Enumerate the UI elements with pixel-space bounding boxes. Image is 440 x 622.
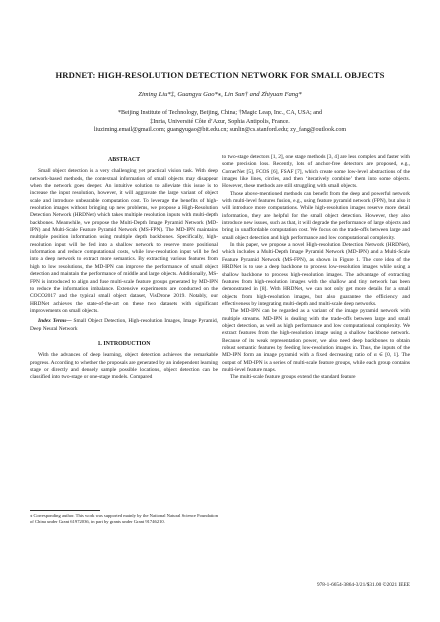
index-terms-label: Index Terms— bbox=[38, 318, 72, 325]
introduction-heading: 1. INTRODUCTION bbox=[97, 340, 151, 347]
paper-title: HRDNET: HIGH-RESOLUTION DETECTION NETWORK FOR SMALL OBJECTS bbox=[55, 70, 385, 80]
intro-paragraph-3: Those above-mentioned methods can benefit from the deep and powerful network with multi-level features fusion, e.g., using feature pyramid network (FPN), but also it will introduce more computations. While high-resolution images reserve more detail information, they are helpful for the small object detection. However, they also introduce new issues, such as that, it will degrade the performance of large objects and bring in unaffordable computation cost. We focus on the trade-offs between large and small object detection and high performance and low computational complexity. bbox=[222, 190, 410, 241]
right-column bbox=[222, 154, 410, 382]
affiliation-line-2: ‡Inria, Université Côte d’Azur, Sophia Antipolis, France. bbox=[150, 118, 290, 125]
abstract-heading: ABSTRACT bbox=[107, 157, 141, 163]
intro-paragraph-1: With the advances of deep learning, object detection achieves the remarkable progress. According to whether the proposals are generated by an independent learning stage or directly and densely sample possible locations, object detection can be classified into two-stage or one-stage models. Compared bbox=[30, 352, 218, 381]
intro-paragraph-2: to two-stage detectors [1, 2], one stage methods [3, 4] are less complex and faster with some precision loss. Recently, lots of anchor-free detectors are proposed, e.g., CornerNet [5], FCOS [6], FSAF [7], which create some low-level abstractions of the images like lines, circles, and then ‘iteratively combine’ them into some objects. However, these methods are still struggling with small objects. bbox=[222, 154, 410, 190]
copyright-notice: 978-1-6654-3864-3/21/$31.00 ©2021 IEEE bbox=[316, 582, 410, 588]
intro-paragraph-5: The MD-IPN can be regarded as a variant of the image pyramid network with multiple streams. MD-IPN is dealing with the trade-offs between large and small object detection, as well as high performance and low computational complexity. We extract features from the high-resolution image using a shallow backbone network. Because of its weak representation power, we also need deep backbones to obtain robust semantic features by feeding low-resolution images in. Thus, the inputs of the MD-IPN form an image pyramid with a fixed decreasing ratio of α ∈ [0, 1]. The output of MD-IPN is a series of multi-scale feature groups, while each group contains multi-level feature maps. bbox=[222, 308, 410, 373]
intro-paragraph-4: In this paper, we propose a novel High-resolution Detection Network (HRDNet), which includes a Multi-Depth Image Pyramid Network (MD-IPN) and a Multi-Scale Feature Pyramid Network (MS-FPN), as shown in Figure 1. The core idea of the HRDNet is to use a deep backbone to process low-resolution images while using a shallow backbone to process high-resolution images. The advantage of extracting features from high-resolution images with the shallow and tiny network has been demonstrated in [8]. With HRDNet, we can not only get more details for a small objects from high-resolution images, but also guarantee the efficiency and effectiveness by integrating multi-depth and multi-scale deep networks. bbox=[222, 242, 410, 307]
affiliation-line-1: *Beijing Institute of Technology, Beijing, China; †Magic Leap, Inc., CA, USA; and bbox=[117, 110, 323, 116]
footnote bbox=[30, 510, 218, 525]
footnote-rule bbox=[30, 510, 100, 511]
left-column bbox=[30, 155, 218, 382]
footnote-text: ⁎ Corresponding author. This work was supported mainly by the National Natural Science Foundation of China under Grant 61972036, in part by grants under Grant 91746210. bbox=[30, 513, 218, 525]
author-list: Ziming Liu*‡, Guangyu Gao*⁎, Lin Sun† and Zhiyuan Fang* bbox=[138, 91, 302, 98]
author-emails: liuziming.email@gmail.com; guangyugao@bit.edu.cn; sunlin@cs.stanford.edu; zy_fang@outlook.com bbox=[93, 127, 347, 134]
index-terms-text: Small Object Detection, High-resolution Images, Image Pyramid, Deep Neural Network bbox=[30, 318, 218, 332]
intro-paragraph-6: The multi-scale feature groups extend the standard feature bbox=[230, 374, 356, 381]
affiliations bbox=[10, 109, 430, 135]
index-terms bbox=[30, 318, 218, 333]
abstract-text: Small object detection is a very challenging yet practical vision task. With deep network-based methods, the contextual information of small objects may disappear when the network goes deeper. An intuitive solution to alleviate this issue is to increase the input resolution, however, it will aggravate the large variant of object scale and introduce unbearable computation cost. To leverage the benefits of high-resolution images without bringing up new problems, we propose a High-Resolution Detection Network (HRDNet) which takes multiple resolution inputs with multi-depth backbones. Meanwhile, we propose the Multi-Depth Image Pyramid Network (MD-IPN) and Multi-Scale Feature Pyramid Network (MS-FPN). The MD-IPN maintains multiple position information using multiple depth backbones. Specifically, high-resolution input will be fed into a shallow network to reserve more positional information and reduce computational costs, while low-resolution input will be fed into a deep network to extract more semantics. By extracting various features from high to low resolutions, the MD-IPN can improve the performance of small object detection and maintain the performance of middle and large objects. Additionally, MS-FPN is introduced to align and fuse multi-scale feature groups generated by MD-IPN to reduce the information imbalance. Extensive experiments are conducted on the COCO2017 and the typical small object dataset, VisDrone 2019. Notably, our HRDNet achieves the state-of-the-art on these two datasets with significant improvements on small objects. bbox=[30, 168, 218, 314]
